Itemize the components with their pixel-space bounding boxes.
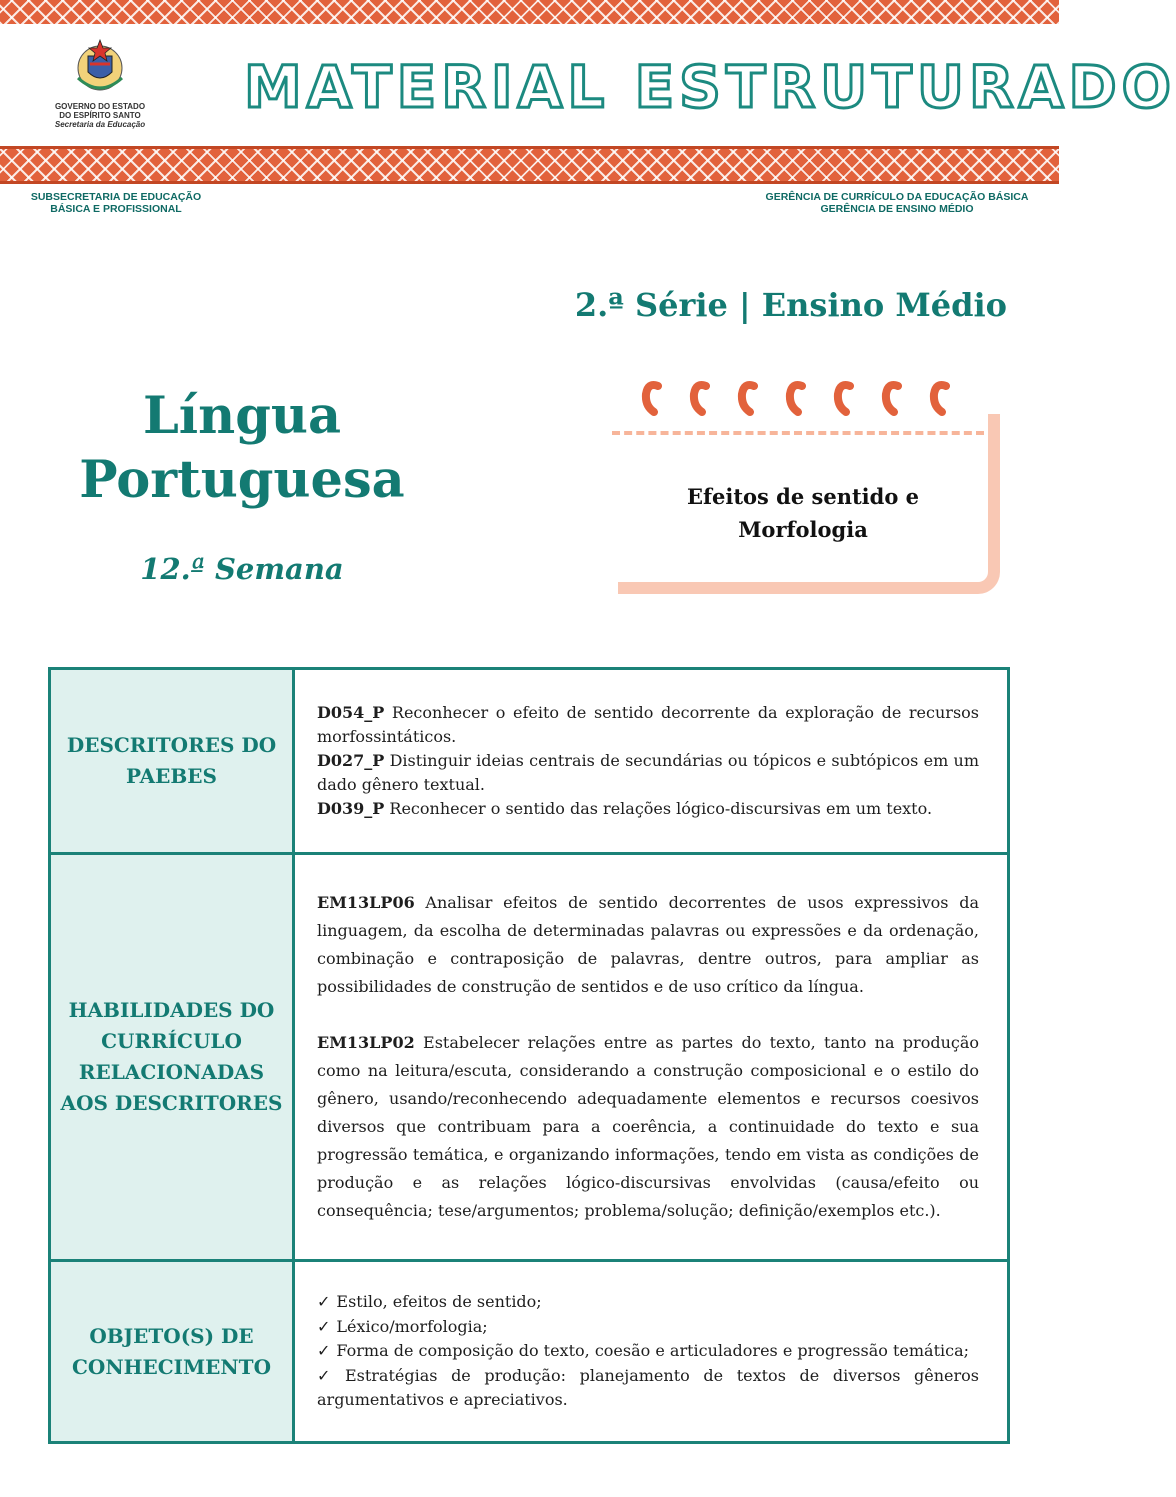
topic-notebook <box>612 376 1008 602</box>
banner-title: MATERIAL ESTRUTURADO <box>244 53 1176 121</box>
table-row-habilidades <box>50 854 1009 1261</box>
skill-item: EM13LP06 Analisar efeitos de sentido decorrentes de usos expressivos da linguagem, da escolha de determinadas palavras ou expressões e da ordenação, combinação e contraposição de palavras, dentre outros, para ampliar as possibilidades de construção de sentidos e de uso crítico da língua. <box>317 893 979 996</box>
check-icon: ✓ <box>317 1365 339 1385</box>
gerencia-label: GERÊNCIA DE CURRÍCULO DA EDUCAÇÃO BÁSICA GERÊNCIA DE ENSINO MÉDIO <box>765 191 1029 215</box>
top-decorative-band <box>0 0 1059 24</box>
descritores-label: DESCRITORES DO PAEBES <box>50 669 294 854</box>
table-row-objetos <box>50 1261 1009 1443</box>
descriptor-item: D039_P Reconhecer o sentido das relações lógico-discursivas em um texto. <box>317 799 933 818</box>
logo-secretariat-text: Secretaria da Educação <box>54 120 146 129</box>
grade-level: 2.ª Série | Ensino Médio <box>574 286 1007 324</box>
habilidades-content <box>294 854 1009 1261</box>
objetos-label: OBJETO(S) DE CONHECIMENTO <box>50 1261 294 1443</box>
logo-government-text: GOVERNO DO ESTADO DO ESPÍRITO SANTO <box>54 102 146 120</box>
state-logo <box>50 38 150 132</box>
subject-title: Língua Portuguesa <box>79 386 405 510</box>
knowledge-item: ✓ Estratégias de produção: planejamento de textos de diversos gêneros argumentativos e apreciativos. <box>317 1365 979 1410</box>
curriculum-table <box>48 667 1010 1444</box>
objetos-content <box>294 1261 1009 1443</box>
skill-item: EM13LP02 Estabelecer relações entre as partes do texto, tanto na produção como na leitura/escuta, considerando a construção composicional e o estilo do gênero, usando/reconhecendo adequadamente elementos e recursos coesivos diversos que contribuam para a coerência, a continuidade do texto e sua progressão temática, e organizando informações, tendo em vista as condições de produção e as relações lógico-discursivas envolvidas (causa/efeito ou consequência; tese/argumentos; problema/solução; definição/exemplos etc.). <box>317 1033 979 1220</box>
check-icon: ✓ <box>317 1292 331 1312</box>
knowledge-item: ✓ Léxico/morfologia; <box>317 1316 488 1336</box>
notebook-perforation <box>612 431 984 435</box>
topic-title: Efeitos de sentido e Morfologia <box>686 484 920 542</box>
check-icon: ✓ <box>317 1316 331 1336</box>
descritores-content <box>294 669 1009 854</box>
knowledge-item: ✓ Estilo, efeitos de sentido; <box>317 1292 542 1312</box>
spiral-rings-icon <box>634 376 964 426</box>
descriptor-item: D027_P Distinguir ideias centrais de secundárias ou tópicos e subtópicos em um dado gênero textual. <box>317 751 979 794</box>
middle-decorative-band <box>0 146 1059 184</box>
table-row-descritores <box>50 669 1009 854</box>
descriptor-item: D054_P Reconhecer o efeito de sentido decorrente da exploração de recursos morfossintáticos. <box>317 703 979 746</box>
coat-of-arms-icon <box>68 38 132 100</box>
subsecretaria-label: SUBSECRETARIA DE EDUCAÇÃO BÁSICA E PROFISSIONAL <box>30 191 202 215</box>
habilidades-label: HABILIDADES DO CURRÍCULO RELACIONADAS AOS DESCRITORES <box>50 854 294 1261</box>
knowledge-item: ✓ Forma de composição do texto, coesão e articuladores e progressão temática; <box>317 1341 970 1361</box>
check-icon: ✓ <box>317 1341 331 1361</box>
week-label: 12.ª Semana <box>140 552 344 586</box>
